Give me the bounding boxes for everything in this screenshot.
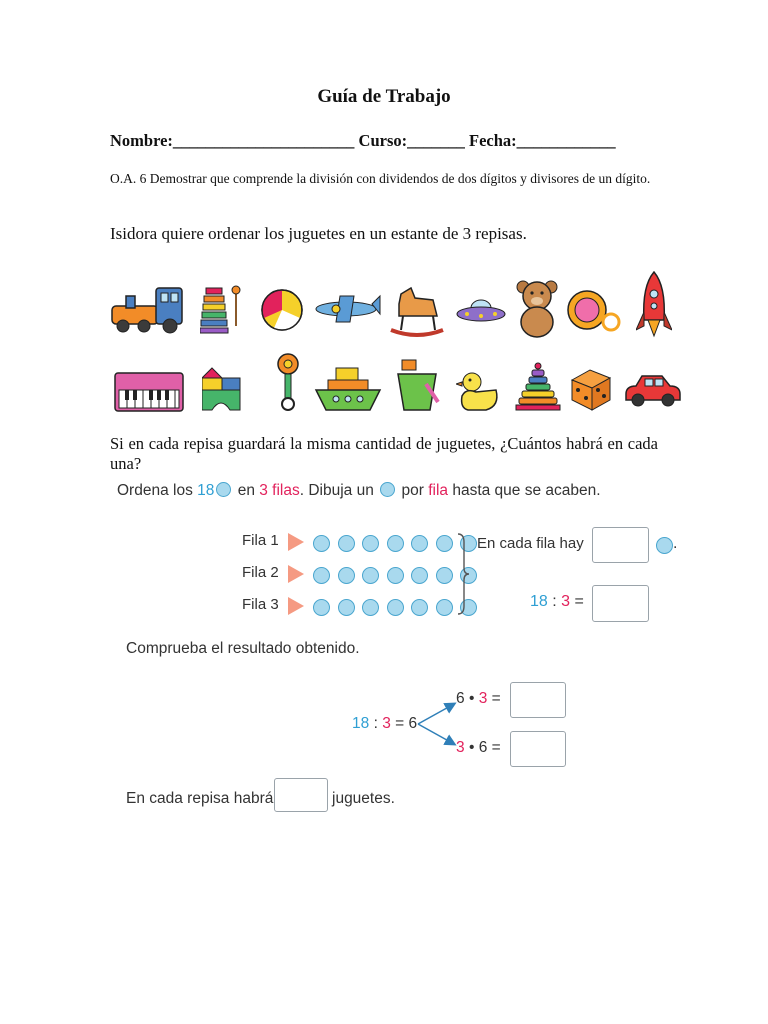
check-division: 18 : 3 = 6 [352,715,418,732]
fila-circle[interactable] [387,599,404,616]
keyboard-icon [114,372,184,412]
fila-circle[interactable] [411,535,428,552]
each-row-text: En cada fila hay [477,535,584,552]
exercise-instruction: Ordena los 18 en 3 filas. Dibuja un por fila hasta que se acaben. [117,482,601,499]
duck-icon [456,370,502,412]
mult-2-answer-box[interactable] [510,731,566,767]
row-2-label: Fila 2 [242,564,279,581]
fila-circle[interactable] [362,535,379,552]
fila-circle[interactable] [387,535,404,552]
fila-circle[interactable] [338,567,355,584]
toys-row-2 [110,350,685,416]
fila-circle[interactable] [411,599,428,616]
learning-objective: O.A. 6 Demostrar que comprende la división con dividendos de dos dígitos y divisores de un dígito. [110,171,651,186]
fila-circle[interactable] [338,535,355,552]
fila-circle[interactable] [313,567,330,584]
toys-row-1 [110,270,685,344]
problem-question: Si en cada repisa guardará la misma cantidad de juguetes, ¿Cuántos habrá en cada una? [110,434,658,473]
fila-circle[interactable] [436,567,453,584]
division-answer-box[interactable] [592,585,649,622]
xylophone-icon [200,284,246,334]
row-count-answer-box[interactable] [592,527,649,563]
yoyo-icon [565,288,623,332]
blocks-icon [202,366,242,412]
row-1-label: Fila 1 [242,532,279,549]
stacking-rings-icon [514,362,562,412]
rocket-icon [636,270,672,342]
final-answer-suffix: juguetes. [332,790,395,807]
division-expression: 18 : 3 = [530,593,584,610]
bucket-icon [396,358,442,412]
beach-ball-icon [260,288,304,332]
row-1-arrow-icon [288,533,304,551]
circle-icon [380,482,395,497]
fila-circle[interactable] [411,567,428,584]
check-mult-2: 3 • 6 = [456,739,501,756]
period-text: . [673,535,678,552]
teddy-bear-icon [513,278,561,340]
fila-circle[interactable] [362,599,379,616]
page-title: Guía de Trabajo [317,86,451,107]
brace-icon [456,532,470,616]
row-2-arrow-icon [288,565,304,583]
fila-circle[interactable] [436,535,453,552]
mult-1-answer-box[interactable] [510,682,566,718]
rattle-icon [272,352,304,412]
student-fields[interactable]: Nombre:______________________ Curso:_______ Fecha:____________ [110,131,616,150]
check-mult-1: 6 • 3 = [456,690,501,707]
fila-circle[interactable] [313,599,330,616]
airplane-icon [310,292,382,326]
final-answer-box[interactable] [274,778,328,812]
fila-circle[interactable] [313,535,330,552]
ufo-icon [455,296,507,324]
check-title: Comprueba el resultado obtenido. [126,640,360,657]
rocking-horse-icon [387,282,447,338]
row-3-label: Fila 3 [242,596,279,613]
dice-icon [568,366,614,412]
boat-icon [314,366,382,412]
final-answer-prefix: En cada repisa habrá [126,790,274,807]
circle-icon [656,537,673,554]
fila-circle[interactable] [436,599,453,616]
fila-circle[interactable] [338,599,355,616]
fila-circle[interactable] [387,567,404,584]
row-3-arrow-icon [288,597,304,615]
problem-intro: Isidora quiere ordenar los juguetes en un estante de 3 repisas. [110,224,527,243]
fila-circle[interactable] [362,567,379,584]
train-icon [110,284,186,334]
circle-icon [216,482,231,497]
car-icon [624,372,682,408]
